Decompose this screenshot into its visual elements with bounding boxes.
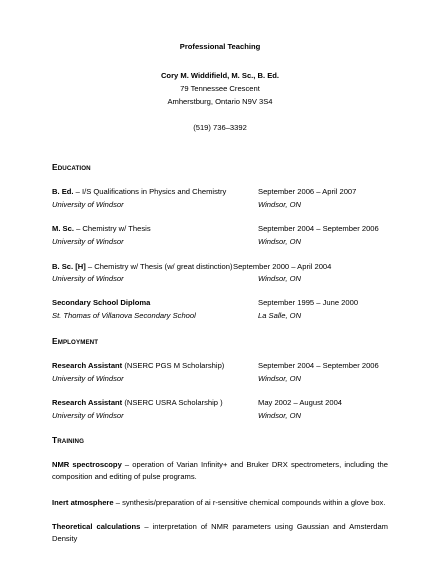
section-heading-education: EDUCATION	[52, 162, 91, 172]
employment-dates: September 2004 – September 2006	[258, 361, 379, 370]
degree-name: B. Ed.	[52, 187, 74, 196]
candidate-name: Cory M. Widdifield, M. Sc., B. Ed.	[160, 71, 280, 80]
education-entry-title	[52, 298, 150, 308]
education-location: La Salle, ON	[258, 311, 302, 320]
training-item	[52, 497, 388, 509]
education-location: Windsor, ON	[258, 200, 301, 209]
education-institution: University of Windsor	[52, 200, 124, 209]
address-line-2: Amherstburg, Ontario N9V 3S4	[167, 97, 273, 106]
education-entry-title	[52, 224, 151, 234]
education-dates: September 2004 – September 2006	[258, 224, 379, 233]
employment-location: Windsor, ON	[258, 374, 301, 383]
training-description: – operation of Varian Infinity+ and Bruker DRX spectrometers, including the	[121, 460, 388, 469]
job-description: (NSERC PGS M Scholarship)	[122, 361, 225, 370]
training-term: Inert atmosphere	[52, 498, 114, 507]
employment-institution: University of Windsor	[52, 411, 124, 420]
job-description: (NSERC USRA Scholarship )	[122, 398, 223, 407]
phone-number: (519) 736–3392	[193, 123, 247, 132]
education-entry-title	[52, 187, 226, 197]
degree-name: M. Sc.	[52, 224, 74, 233]
education-institution: University of Windsor	[52, 237, 124, 246]
training-item	[52, 459, 388, 484]
education-entry-title	[52, 262, 232, 272]
degree-name: Secondary School Diploma	[52, 298, 151, 307]
section-heading-employment: EMPLOYMENT	[52, 336, 99, 346]
employment-entry-title	[52, 398, 223, 408]
training-item	[52, 521, 388, 546]
degree-description: – I/S Qualifications in Physics and Chemistry	[73, 187, 227, 196]
education-dates: September 1995 – June 2000	[258, 298, 359, 307]
job-role: Research Assistant	[52, 361, 123, 370]
degree-description: – Chemistry w/ Thesis	[73, 224, 151, 233]
education-dates: September 2000 – April 2004	[233, 262, 332, 271]
employment-institution: University of Windsor	[52, 374, 124, 383]
employment-location: Windsor, ON	[258, 411, 301, 420]
training-description-continued: composition and editing of pulse programs.	[52, 472, 197, 482]
job-role: Research Assistant	[52, 398, 123, 407]
document-title: Professional Teaching	[179, 42, 261, 51]
training-description: – interpretation of NMR parameters using Gaussian and Amsterdam Density	[52, 522, 388, 544]
degree-name: B. Sc. [H]	[52, 262, 86, 271]
training-term: Theoretical calculations	[52, 522, 141, 531]
training-term: NMR spectroscopy	[52, 460, 122, 469]
education-location: Windsor, ON	[258, 274, 301, 283]
employment-dates: May 2002 – August 2004	[258, 398, 343, 407]
education-location: Windsor, ON	[258, 237, 301, 246]
degree-description: – Chemistry w/ Thesis (w/ great distinction)	[85, 262, 233, 271]
education-institution: St. Thomas of Villanova Secondary School	[52, 311, 196, 320]
training-description: – synthesis/preparation of ai r-sensitive chemical compounds within a glove box.	[113, 498, 386, 507]
employment-entry-title	[52, 361, 224, 371]
education-institution: University of Windsor	[52, 274, 124, 283]
education-dates: September 2006 – April 2007	[258, 187, 357, 196]
section-heading-training: TRAINING	[52, 435, 85, 445]
address-line-1: 79 Tennessee Crescent	[180, 84, 260, 93]
